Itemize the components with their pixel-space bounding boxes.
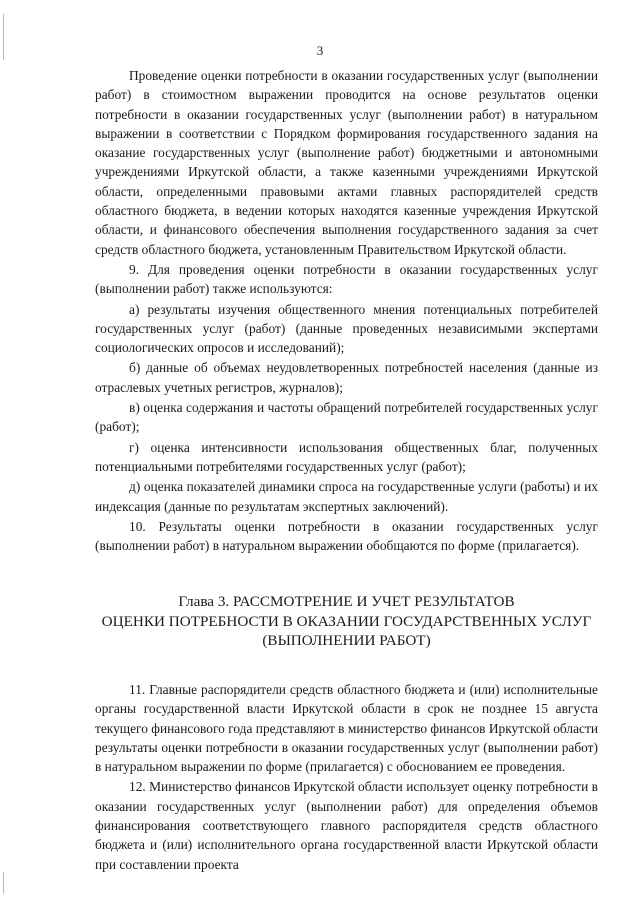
margin-mark-bottom: [3, 872, 4, 894]
chapter-heading-line-1: Глава 3. РАССМОТРЕНИЕ И УЧЕТ РЕЗУЛЬТАТОВ: [178, 593, 515, 611]
paragraph-item-9d: д) оценка показателей динамики спроса на государственные услуги (работы) и их индексация (данные по результатам экспертных заключений).: [95, 479, 598, 514]
chapter-heading: [95, 592, 598, 651]
paragraph-item-9v: в) оценка содержания и частоты обращений потребителей государственных услуг (работ);: [95, 400, 598, 435]
paragraph-item-10: 10. Результаты оценки потребности в оказании государственных услуг (выполнении работ) в натуральном выражении обобщаются по форме (прилагается).: [95, 518, 598, 554]
chapter-heading-line-3: (ВЫПОЛНЕНИИ РАБОТ): [262, 632, 431, 650]
paragraph-item-9g: г) оценка интенсивности использования общественных благ, полученных потенциальными потребителями государственных услуг (работ);: [95, 439, 598, 474]
paragraph-item-12: 12. Министерство финансов Иркутской области использует оценку потребности в оказании государственных услуг (выполнении работ) для определения объемов финансирования соответствующего главного распорядителя средств областного бюджета и (или) исполнительного органа государственной власти Иркутской области при составлении проекта: [95, 779, 598, 872]
paragraph-item-11: 11. Главные распорядители средств областного бюджета и (или) исполнительные органы государственной власти Иркутской области в срок не позднее 15 августа текущего финансового года представляют в министерство финансов Иркутской области результаты оценки потребности в оказании государственных услуг (выполнении работ) в натуральном выражении по форме (прилагается) с обоснованием ее проведения.: [95, 681, 598, 775]
document-body: [95, 66, 598, 874]
paragraph-item-9b: б) данные об объемах неудовлетворенных потребностей населения (данные из отраслевых учетных регистров, журналов);: [95, 360, 598, 395]
paragraph-item-9: 9. Для проведения оценки потребности в оказании государственных услуг (выполнении работ) также используются:: [95, 261, 598, 297]
page-number: 3: [316, 43, 324, 58]
chapter-heading-line-2: ОЦЕНКИ ПОТРЕБНОСТИ В ОКАЗАНИИ ГОСУДАРСТВЕННЫХ УСЛУГ: [101, 612, 592, 630]
paragraph-intro: Проведение оценки потребности в оказании государственных услуг (выполнении работ) в стоимостном выражении проводится на основе результатов оценки потребности в оказании государственных услуг (выполнении работ) в натуральном выражении в соответствии с Порядком формирования государственного задания на оказание государственных услуг (выполнение работ) бюджетными и автономными учреждениями Иркутской области, а также казенными учреждениями Иркутской области, определенными правовыми актами главных распорядителей средств областного бюджета, в ведении которых находятся казенные учреждения Иркутской области, и финансового обеспечения выполнения государственного задания за счет средств областного бюджета, установленным Правительством Иркутской области.: [95, 68, 598, 257]
paragraph-item-9a: а) результаты изучения общественного мнения потенциальных потребителей государственных услуг (работ) (данные проведенных независимыми экспертами социологических опросов и исследований);: [95, 301, 598, 356]
